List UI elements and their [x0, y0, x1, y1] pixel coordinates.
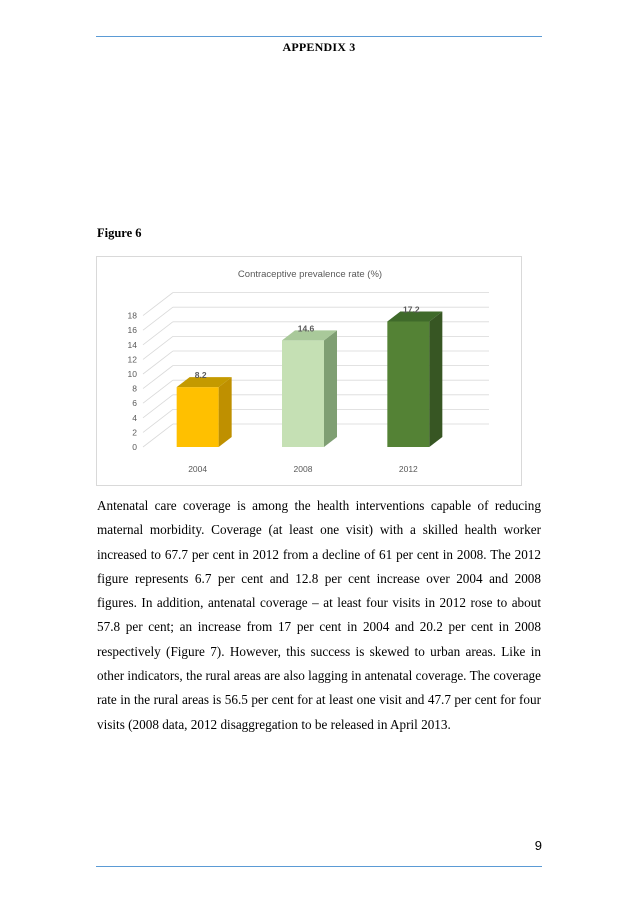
body-paragraph [97, 494, 541, 737]
bar-side-2004 [219, 377, 232, 447]
y-tick-label: 12 [127, 354, 137, 365]
bar-side-2008 [324, 330, 337, 447]
gridline-diagonal [143, 424, 173, 447]
x-axis-categories [188, 464, 418, 474]
y-tick-label: 6 [132, 398, 137, 409]
gridline-diagonal [143, 351, 173, 374]
bar-2008 [282, 340, 324, 447]
gridline-diagonal [143, 380, 173, 403]
data-label-2004: 8.2 [194, 370, 207, 381]
bar-side-2012 [429, 311, 442, 447]
y-axis-ticks [128, 311, 138, 452]
y-tick-label: 2 [132, 427, 137, 438]
page-number: 9 [534, 838, 542, 853]
gridline-diagonal [143, 293, 173, 316]
gridline-diagonal [143, 395, 173, 418]
x-category-label: 2008 [293, 464, 313, 474]
gridline-diagonal [143, 336, 173, 359]
y-tick-label: 14 [127, 339, 137, 350]
bar-2004 [177, 387, 219, 447]
footer-rule [96, 866, 542, 867]
bar-2012 [387, 321, 429, 447]
gridline-diagonal [143, 322, 173, 345]
y-tick-label: 4 [132, 412, 137, 423]
gridline-diagonal [143, 307, 173, 330]
y-tick-label: 8 [132, 383, 137, 394]
y-tick-label: 0 [132, 442, 137, 452]
header-rule [96, 36, 542, 37]
x-category-label: 2012 [398, 464, 418, 474]
data-label-2008: 14.6 [297, 323, 315, 334]
data-label-2012: 17.2 [403, 304, 420, 315]
y-tick-label: 18 [127, 310, 137, 321]
page-heading: APPENDIX 3 [282, 40, 356, 54]
gridline-diagonal [143, 409, 173, 432]
chart-container [96, 256, 522, 486]
y-tick-label: 10 [127, 369, 137, 379]
gridline-diagonal [143, 366, 173, 389]
chart-title: Contraceptive prevalence rate (%) [237, 269, 383, 280]
figure-label: Figure 6 [97, 226, 142, 240]
paragraph-text: Antenatal care coverage is among the health interventions capable of reducing maternal morbidity. Coverage (at least one visit) with a skilled health worker increased to 67.7 per cent in 2012 from a decline of 61 per cent in 2008. The 2012 figure represents 6.7 per cent and 12.8 per cent increase over 2004 and 2008 figures. In addition, antenatal coverage – at least four visits in 2012 rose to about 57.8 per cent; an increase from 17 per cent in 2004 and 20.2 per cent in 2008 respectively (Figure 7). However, this success is skewed to urban areas. Like in other indicators, the rural areas are also lagging in antenatal coverage. The coverage rate in the rural areas is 56.5 per cent for at least one visit and 47.7 per cent for four visits (2008 data, 2012 disaggregation to be released in April 2013. [97, 498, 541, 732]
contraceptive-bar-chart [97, 257, 523, 487]
y-tick-label: 16 [127, 325, 137, 336]
x-category-label: 2004 [188, 464, 208, 474]
